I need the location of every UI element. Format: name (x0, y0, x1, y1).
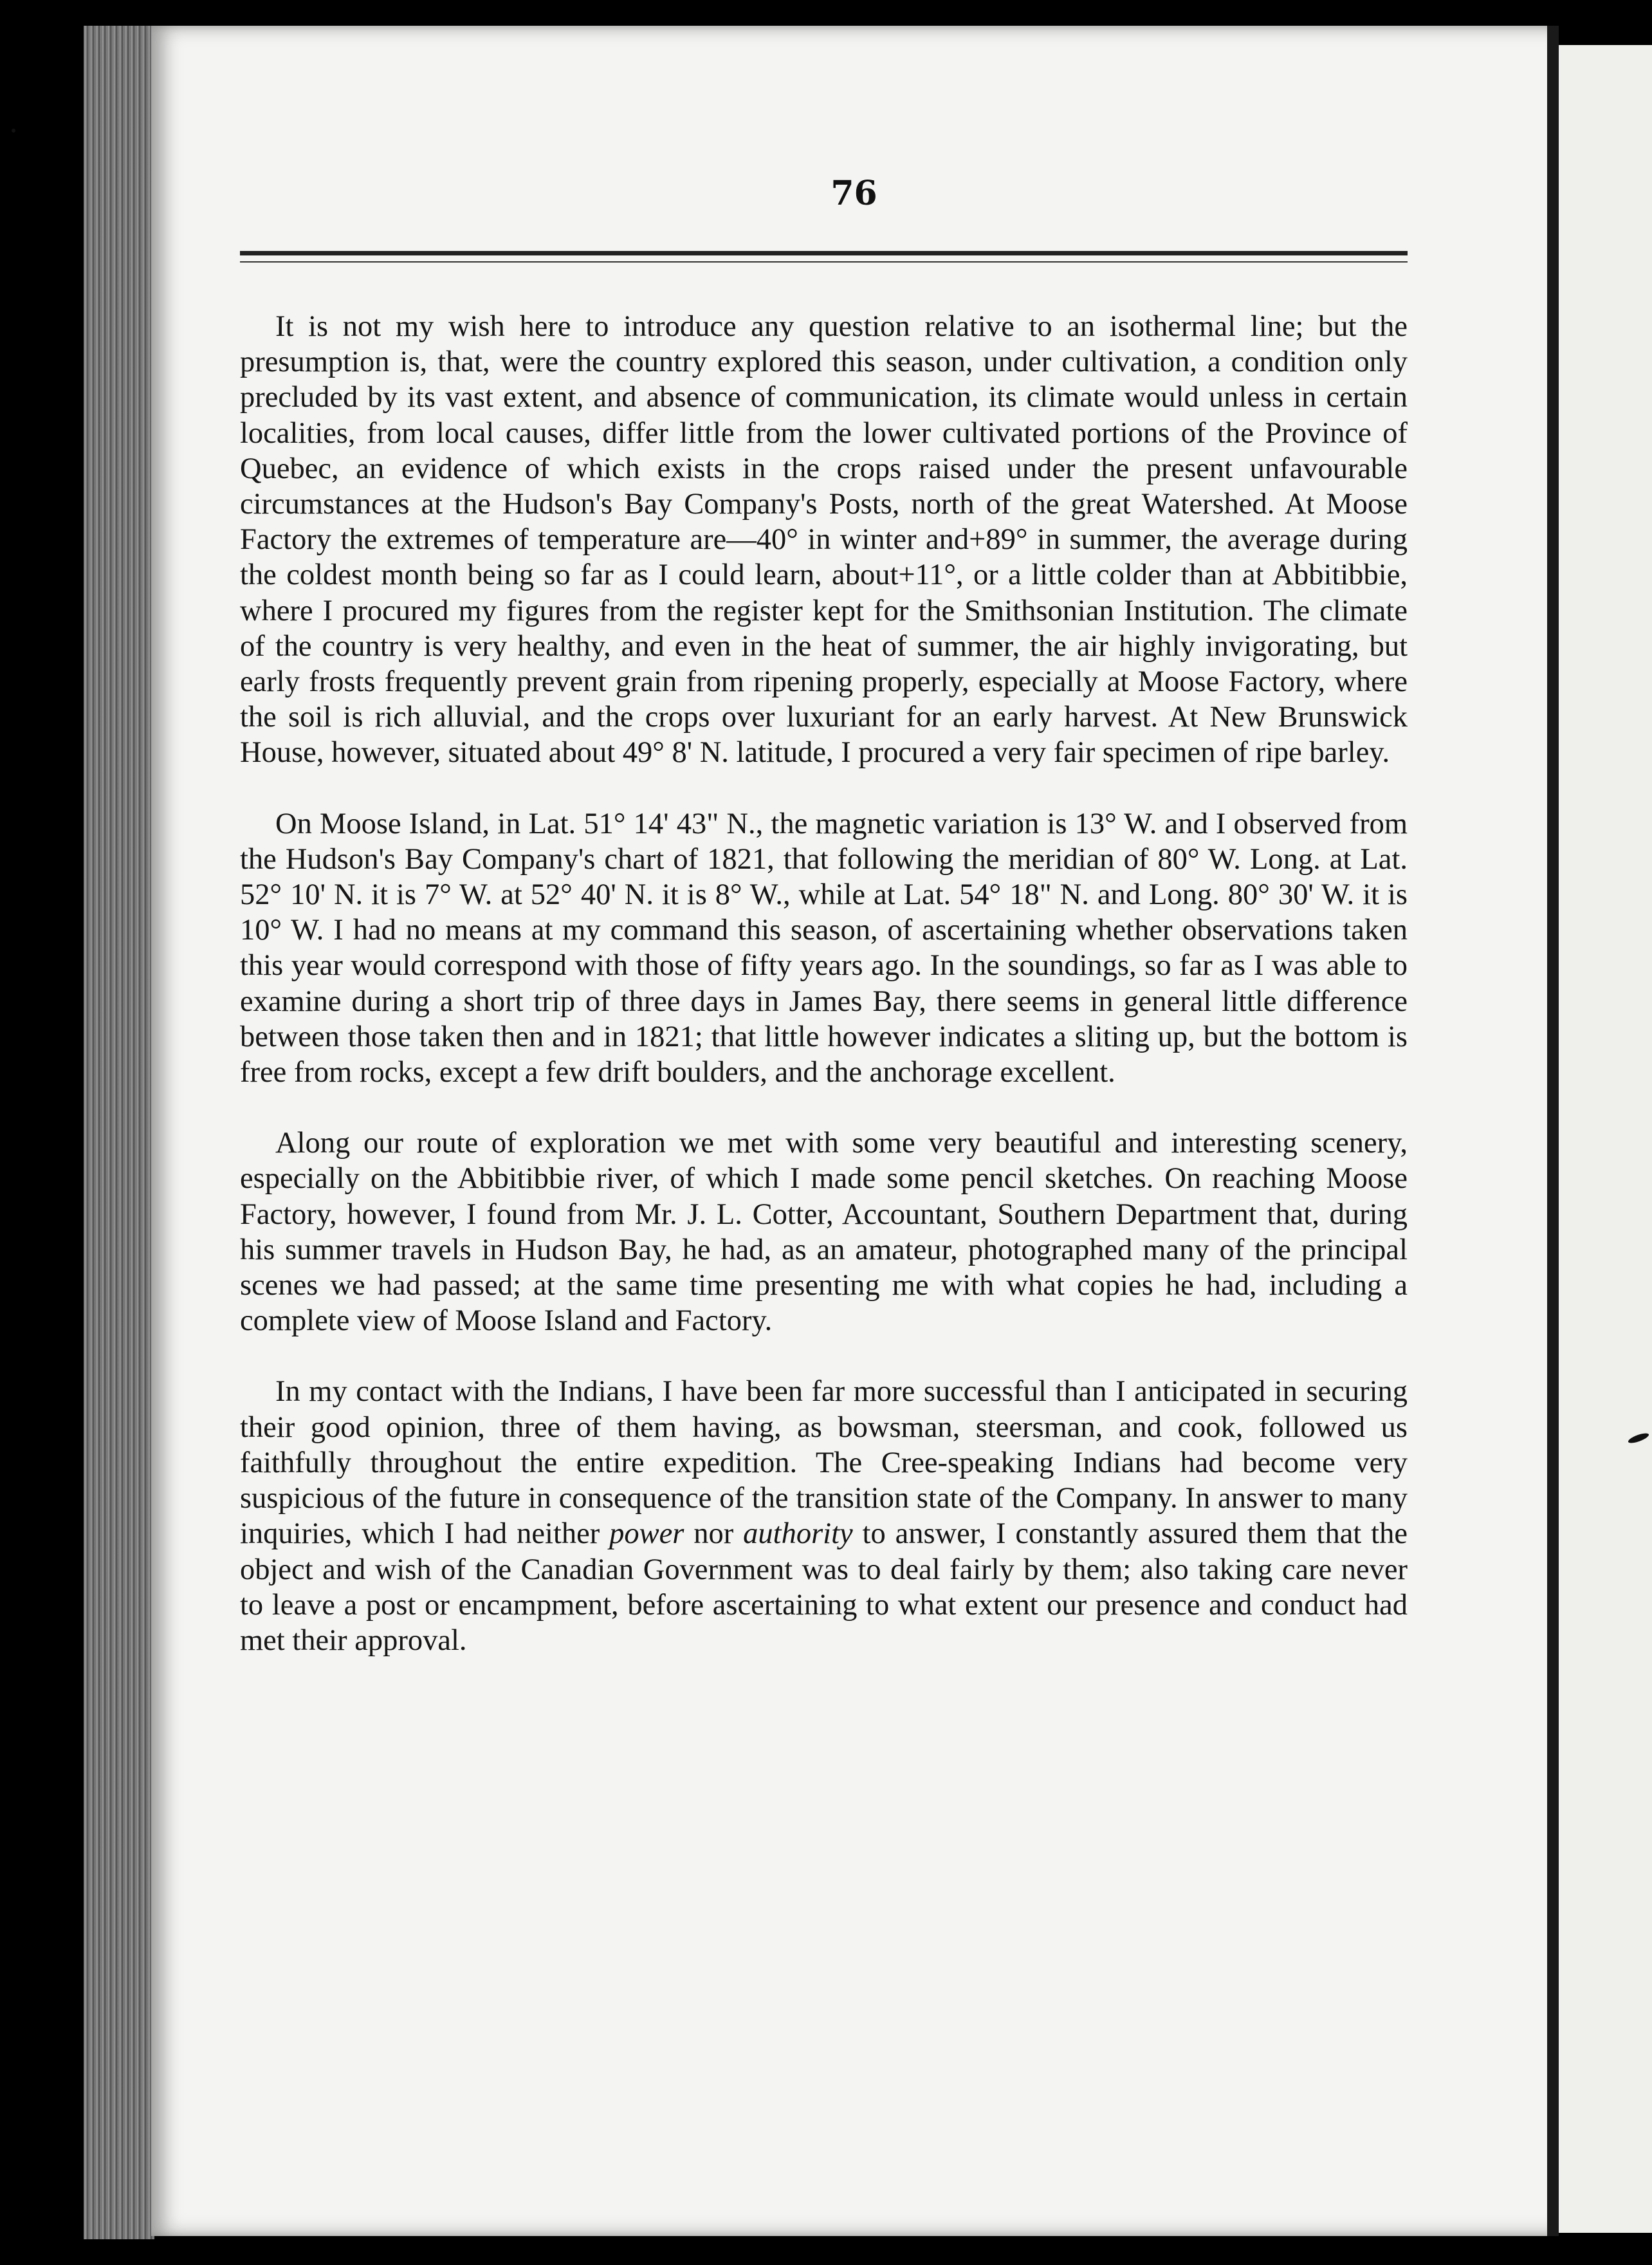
emphasis-power: power (609, 1517, 684, 1551)
paragraph-magnetic-variation: On Moose Island, in Lat. 51° 14' 43" N., the magnetic variation is 13° W. and I observed from the Hudson's Bay Company's chart of 1821, that following the meridian of 80° W. Long. at Lat. 52° 10' N. it is 7° W. at 52° 40' N. it is 8° W., while at Lat. 54° 18" N. and Long. 80° 30' W. it is 10° W. I had no means at my command this season, of ascertaining whether observations taken this year would correspond with those of fifty years ago. In the soundings, so far as I was able to examine during a short trip of three days in James Bay, there seems in general little difference between those taken then and in 1821; that little however indicates a sliting up, but the bottom is free from rocks, except a few drift boulders, and the anchorage excellent. (240, 807, 1408, 1089)
paragraph-indians (240, 1374, 1408, 1658)
scan-speck (12, 129, 15, 133)
adjacent-page-edge (1559, 45, 1652, 2233)
page-stack-edges (84, 26, 154, 2239)
paragraph-indians-part3: to answer, I constantly assured them that the object and wish of the Canadian Government was to deal fairly by them; also taking care never to leave a post or encampment, before ascertaining to what extent our presence and conduct had met their approval. (240, 1517, 1408, 1657)
header-rule-thick (240, 251, 1408, 255)
paragraph-scenery: Along our route of exploration we met with some very beautiful and interesting scenery, especially on the Abbitibbie river, of which I made some pencil sketches. On reaching Moose Factory, however, I found from Mr. J. L. Cotter, Accountant, Southern Department that, during his summer travels in Hudson Bay, he had, as an amateur, photographed many of the principal scenes we had passed; at the same time presenting me with what copies he had, including a complete view of Moose Island and Factory. (240, 1127, 1408, 1338)
body-text (240, 309, 1408, 1658)
paragraph-indians-part1: In my contact with the Indians, I have been far more successful than I anticipated in securing their good opinion, three of them having, as bowsman, steersman, and cook, followed us faithfully throughout the entire expedition. The Cree-speaking Indians had become very suspicious of the future in consequence of the transition state of the Company. In answer to many inquiries, which I had neither (240, 1375, 1408, 1551)
page-number: 76 (831, 174, 877, 213)
paragraph-indians-part2: nor (684, 1517, 744, 1551)
binding-gutter (1547, 26, 1559, 2236)
header-rule-thin (240, 261, 1408, 263)
paragraph-isothermal: It is not my wish here to introduce any question relative to an isothermal line; but the presumption is, that, were the country explored this season, under cultivation, a condition only precluded by its vast extent, and absence of communication, its climate would unless in certain localities, from local causes, differ little from the lower cultivated portions of the Province of Quebec, an evidence of which exists in the crops raised under the present unfavourable circumstances at the Hudson's Bay Company's Posts, north of the great Watershed. At Moose Factory the extremes of temperature are—40° in winter and+89° in summer, the average during the coldest month being so far as I could learn, about+11°, or a little colder than at Abbitibbie, where I procured my figures from the register kept for the Smithsonian Institution. The climate of the country is very healthy, and even in the heat of summer, the air highly invigorating, but early frosts frequently prevent grain from ripening properly, especially at Moose Factory, where the soil is rich alluvial, and the crops over luxuriant for an early harvest. At New Brunswick House, however, situated about 49° 8' N. latitude, I procured a very fair specimen of ripe barley. (240, 310, 1408, 770)
emphasis-authority: authority (743, 1517, 853, 1551)
book-page (151, 26, 1557, 2236)
